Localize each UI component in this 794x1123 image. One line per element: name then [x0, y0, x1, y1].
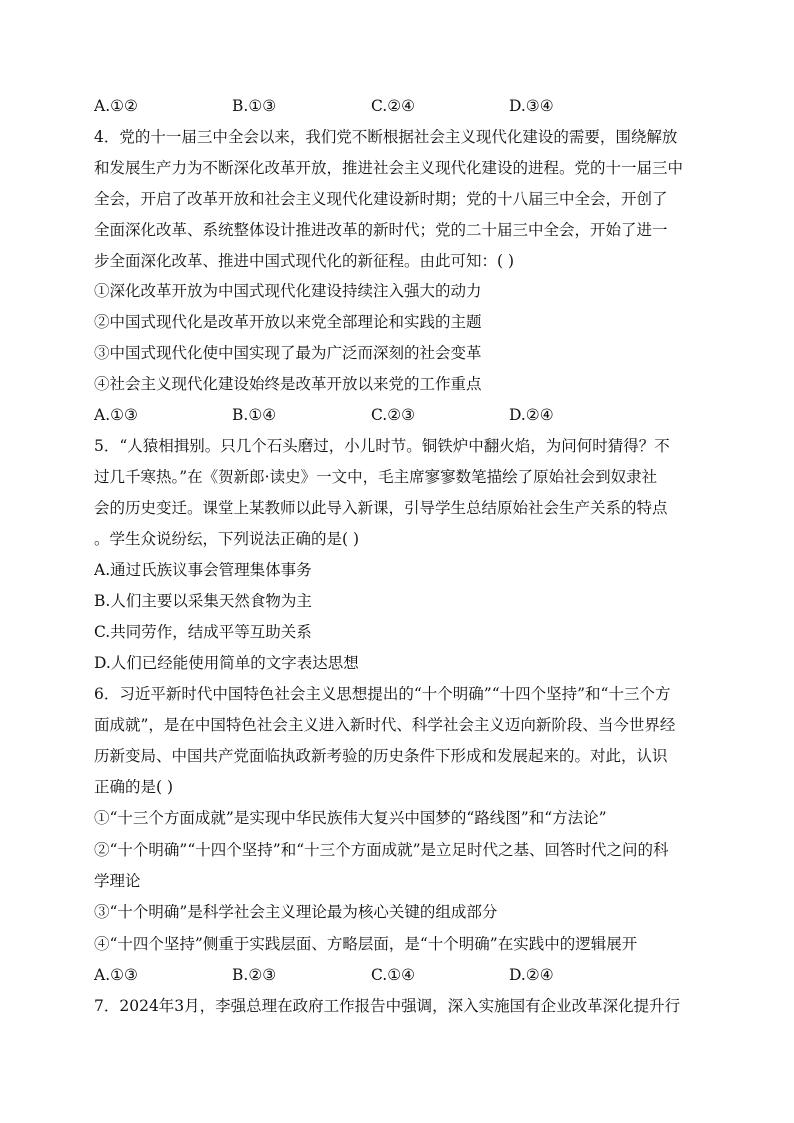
- q4-stem-line: 步全面深化改革、推进中国式现代化的新征程。由此可知：( ): [94, 252, 515, 270]
- q6-stem-line: 正确的是( ): [94, 778, 174, 796]
- q4-stem-line: 全会，开启了改革开放和社会主义现代化建设新时期；党的十八届三中全会，开创了: [94, 190, 668, 208]
- q4-option-a[interactable]: A.①③: [94, 406, 138, 424]
- q6-option-a[interactable]: A.①③: [94, 966, 138, 984]
- q5-stem-line: 。学生众说纷纭，下列说法正确的是( ): [94, 530, 360, 548]
- q4-statement: ③中国式现代化使中国实现了最为广泛而深刻的社会变革: [94, 344, 482, 362]
- q3-option-d[interactable]: D.③④: [509, 97, 554, 115]
- q4-option-b[interactable]: B.①④: [232, 406, 277, 424]
- q6-statement: ④“十四个坚持”侧重于实践层面、方略层面，是“十个明确”在实践中的逻辑展开: [94, 935, 638, 953]
- q6-stem-line: 历新变局、中国共产党面临执政新考验的历史条件下形成和发展起来的。对此，认识: [94, 747, 668, 765]
- q6-option-c[interactable]: C.①④: [371, 966, 416, 984]
- q5-choice-b[interactable]: B.人们主要以采集天然食物为主: [94, 592, 312, 610]
- q6-stem-line: 6．习近平新时代中国特色社会主义思想提出的“十个明确”“十四个坚持”和“十三个方: [94, 685, 671, 703]
- q5-choice-d[interactable]: D.人们已经能使用简单的文字表达思想: [94, 654, 359, 672]
- q4-stem-line: 全面深化改革、系统整体设计推进改革的新时代；党的二十届三中全会，开始了进一: [94, 221, 668, 239]
- q3-option-a[interactable]: A.①②: [94, 97, 138, 115]
- q3-option-b[interactable]: B.①③: [232, 97, 277, 115]
- q6-options: [94, 965, 714, 985]
- q7-stem-line: 7．2024年3月，李强总理在政府工作报告中强调，深入实施国有企业改革深化提升行: [94, 997, 681, 1015]
- q6-option-b[interactable]: B.②③: [232, 966, 277, 984]
- q4-option-c[interactable]: C.②③: [371, 406, 416, 424]
- q4-stem-line: 4．党的十一届三中全会以来，我们党不断根据社会主义现代化建设的需要，围绕解放: [94, 128, 678, 146]
- q5-stem-line: 会的历史变迁。课堂上某教师以此导入新课，引导学生总结原始社会生产关系的特点: [94, 499, 668, 517]
- q3-options: [94, 96, 714, 116]
- q6-statement: ①“十三个方面成就”是实现中华民族伟大复兴中国梦的“路线图”和“方法论”: [94, 809, 607, 827]
- q6-statement: ②“十个明确”“十四个坚持”和“十三个方面成就”是立足时代之基、回答时代之问的科: [94, 841, 669, 859]
- q6-option-d[interactable]: D.②④: [509, 966, 554, 984]
- q4-option-d[interactable]: D.②④: [509, 406, 554, 424]
- q5-stem-line: 5．“人猿相揖别。只几个石头磨过，小儿时节。铜铁炉中翻火焰，为问何时猜得？不: [94, 437, 670, 455]
- q4-statement: ④社会主义现代化建设始终是改革开放以来党的工作重点: [94, 375, 482, 393]
- q6-statement: 学理论: [94, 872, 141, 890]
- q5-choice-a[interactable]: A.通过氏族议事会管理集体事务: [94, 561, 312, 579]
- q6-statement: ③“十个明确”是科学社会主义理论最为核心关键的组成部分: [94, 903, 498, 921]
- q4-options: [94, 405, 714, 425]
- q3-option-c[interactable]: C.②④: [371, 97, 416, 115]
- q5-stem-line: 过几千寒热。”在《贺新郎·读史》一文中，毛主席寥寥数笔描绘了原始社会到奴隶社: [94, 468, 658, 486]
- q6-stem-line: 面成就”，是在中国特色社会主义进入新时代、科学社会主义迈向新阶段、当今世界经: [94, 716, 676, 734]
- q4-stem-line: 和发展生产力为不断深化改革开放，推进社会主义现代化建设的进程。党的十一届三中: [94, 159, 684, 177]
- q4-statement: ②中国式现代化是改革开放以来党全部理论和实践的主题: [94, 313, 482, 331]
- q5-choice-c[interactable]: C.共同劳作，结成平等互助关系: [94, 623, 312, 641]
- q4-statement: ①深化改革开放为中国式现代化建设持续注入强大的动力: [94, 282, 482, 300]
